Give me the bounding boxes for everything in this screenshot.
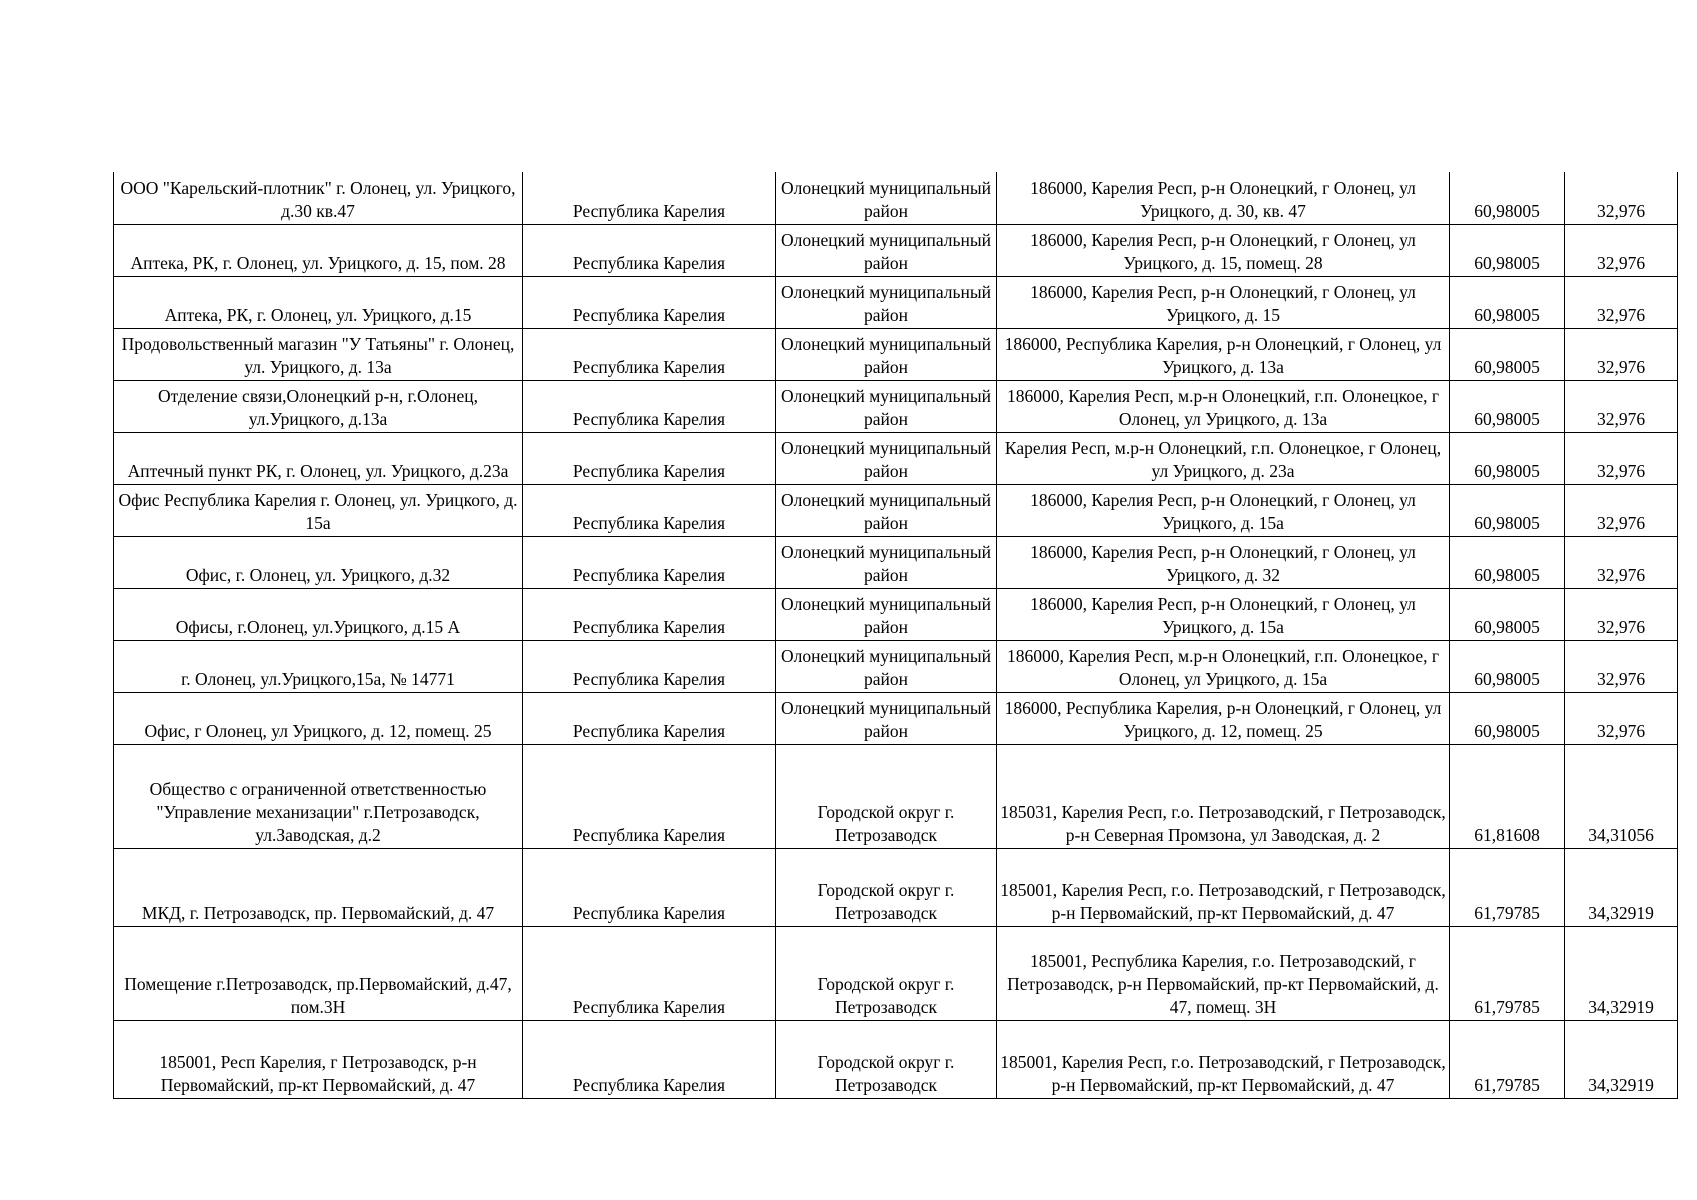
cell-latitude: 60,98005 <box>1450 172 1565 224</box>
cell-region: Республика Карелия <box>523 640 776 692</box>
table-row <box>114 484 1678 536</box>
cell-district: Олонецкий муниципальный район <box>776 536 997 588</box>
cell-name: Офисы, г.Олонец, ул.Урицкого, д.15 А <box>114 588 523 640</box>
cell-district: Олонецкий муниципальный район <box>776 640 997 692</box>
cell-longitude: 32,976 <box>1565 172 1678 224</box>
cell-address: Карелия Респ, м.р-н Олонецкий, г.п. Олонецкое, г Олонец, ул Урицкого, д. 23а <box>997 432 1450 484</box>
cell-longitude: 34,32919 <box>1565 848 1678 926</box>
cell-region: Республика Карелия <box>523 744 776 848</box>
cell-latitude: 61,79785 <box>1450 848 1565 926</box>
cell-latitude: 60,98005 <box>1450 328 1565 380</box>
cell-district: Олонецкий муниципальный район <box>776 328 997 380</box>
cell-name: Офис Республика Карелия г. Олонец, ул. Урицкого, д. 15а <box>114 484 523 536</box>
cell-address: 186000, Карелия Респ, м.р-н Олонецкий, г.п. Олонецкое, г Олонец, ул Урицкого, д. 15а <box>997 640 1450 692</box>
cell-longitude: 32,976 <box>1565 484 1678 536</box>
cell-longitude: 32,976 <box>1565 432 1678 484</box>
cell-name: Помещение г.Петрозаводск, пр.Первомайский, д.47, пом.3Н <box>114 926 523 1020</box>
cell-longitude: 32,976 <box>1565 328 1678 380</box>
cell-address: 186000, Карелия Респ, р-н Олонецкий, г Олонец, ул Урицкого, д. 15 <box>997 276 1450 328</box>
cell-longitude: 34,32919 <box>1565 1020 1678 1098</box>
cell-address: 186000, Карелия Респ, р-н Олонецкий, г Олонец, ул Урицкого, д. 15а <box>997 588 1450 640</box>
table-row <box>114 328 1678 380</box>
cell-name: Аптека, РК, г. Олонец, ул. Урицкого, д. 15, пом. 28 <box>114 224 523 276</box>
cell-latitude: 60,98005 <box>1450 640 1565 692</box>
cell-latitude: 60,98005 <box>1450 588 1565 640</box>
cell-longitude: 32,976 <box>1565 276 1678 328</box>
cell-name: Отделение связи,Олонецкий р-н, г.Олонец, ул.Урицкого, д.13а <box>114 380 523 432</box>
cell-name: 185001, Респ Карелия, г Петрозаводск, р-н Первомайский, пр-кт Первомайский, д. 47 <box>114 1020 523 1098</box>
cell-region: Республика Карелия <box>523 380 776 432</box>
cell-address: 186000, Республика Карелия, р-н Олонецкий, г Олонец, ул Урицкого, д. 13а <box>997 328 1450 380</box>
cell-latitude: 61,81608 <box>1450 744 1565 848</box>
cell-name: Общество с ограниченной ответственностью "Управление механизации" г.Петрозаводск, ул.Заводская, д.2 <box>114 744 523 848</box>
cell-region: Республика Карелия <box>523 484 776 536</box>
cell-name: ООО "Карельский-плотник" г. Олонец, ул. Урицкого, д.30 кв.47 <box>114 172 523 224</box>
table-row <box>114 276 1678 328</box>
cell-name: Офис, г. Олонец, ул. Урицкого, д.32 <box>114 536 523 588</box>
cell-longitude: 34,31056 <box>1565 744 1678 848</box>
registry-table-body <box>114 172 1678 1098</box>
cell-region: Республика Карелия <box>523 172 776 224</box>
table-row <box>114 224 1678 276</box>
cell-district: Олонецкий муниципальный район <box>776 224 997 276</box>
cell-region: Республика Карелия <box>523 926 776 1020</box>
cell-address: 185031, Карелия Респ, г.о. Петрозаводский, г Петрозаводск, р-н Северная Промзона, ул Заводская, д. 2 <box>997 744 1450 848</box>
cell-region: Республика Карелия <box>523 1020 776 1098</box>
cell-district: Олонецкий муниципальный район <box>776 432 997 484</box>
registry-table <box>113 172 1678 1099</box>
table-row <box>114 380 1678 432</box>
cell-district: Городской округ г. Петрозаводск <box>776 744 997 848</box>
cell-address: 186000, Карелия Респ, м.р-н Олонецкий, г.п. Олонецкое, г Олонец, ул Урицкого, д. 13а <box>997 380 1450 432</box>
cell-region: Республика Карелия <box>523 224 776 276</box>
cell-name: Аптечный пункт РК, г. Олонец, ул. Урицкого, д.23а <box>114 432 523 484</box>
table-row <box>114 640 1678 692</box>
table-row <box>114 536 1678 588</box>
table-row <box>114 1020 1678 1098</box>
table-row <box>114 744 1678 848</box>
cell-longitude: 32,976 <box>1565 224 1678 276</box>
cell-district: Олонецкий муниципальный район <box>776 692 997 744</box>
cell-name: г. Олонец, ул.Урицкого,15а, № 14771 <box>114 640 523 692</box>
cell-latitude: 61,79785 <box>1450 926 1565 1020</box>
cell-region: Республика Карелия <box>523 432 776 484</box>
cell-address: 185001, Карелия Респ, г.о. Петрозаводский, г Петрозаводск, р-н Первомайский, пр-кт Первомайский, д. 47 <box>997 1020 1450 1098</box>
cell-longitude: 34,32919 <box>1565 926 1678 1020</box>
cell-latitude: 60,98005 <box>1450 536 1565 588</box>
cell-latitude: 60,98005 <box>1450 484 1565 536</box>
cell-district: Городской округ г. Петрозаводск <box>776 848 997 926</box>
cell-name: Аптека, РК, г. Олонец, ул. Урицкого, д.15 <box>114 276 523 328</box>
cell-name: МКД, г. Петрозаводск, пр. Первомайский, д. 47 <box>114 848 523 926</box>
cell-longitude: 32,976 <box>1565 640 1678 692</box>
cell-latitude: 61,79785 <box>1450 1020 1565 1098</box>
cell-longitude: 32,976 <box>1565 588 1678 640</box>
cell-latitude: 60,98005 <box>1450 224 1565 276</box>
cell-region: Республика Карелия <box>523 848 776 926</box>
cell-address: 186000, Карелия Респ, р-н Олонецкий, г Олонец, ул Урицкого, д. 32 <box>997 536 1450 588</box>
table-row <box>114 588 1678 640</box>
cell-address: 185001, Карелия Респ, г.о. Петрозаводский, г Петрозаводск, р-н Первомайский, пр-кт Первомайский, д. 47 <box>997 848 1450 926</box>
cell-region: Республика Карелия <box>523 692 776 744</box>
cell-address: 186000, Карелия Респ, р-н Олонецкий, г Олонец, ул Урицкого, д. 15а <box>997 484 1450 536</box>
cell-longitude: 32,976 <box>1565 536 1678 588</box>
cell-address: 186000, Республика Карелия, р-н Олонецкий, г Олонец, ул Урицкого, д. 12, помещ. 25 <box>997 692 1450 744</box>
table-row <box>114 926 1678 1020</box>
cell-district: Олонецкий муниципальный район <box>776 380 997 432</box>
cell-region: Республика Карелия <box>523 276 776 328</box>
cell-district: Олонецкий муниципальный район <box>776 588 997 640</box>
cell-district: Городской округ г. Петрозаводск <box>776 1020 997 1098</box>
cell-name: Офис, г Олонец, ул Урицкого, д. 12, помещ. 25 <box>114 692 523 744</box>
table-row <box>114 432 1678 484</box>
cell-longitude: 32,976 <box>1565 692 1678 744</box>
table-row <box>114 848 1678 926</box>
cell-district: Олонецкий муниципальный район <box>776 484 997 536</box>
table-row <box>114 692 1678 744</box>
cell-region: Республика Карелия <box>523 588 776 640</box>
cell-name: Продовольственный магазин "У Татьяны" г. Олонец, ул. Урицкого, д. 13а <box>114 328 523 380</box>
cell-district: Городской округ г. Петрозаводск <box>776 926 997 1020</box>
cell-address: 186000, Карелия Респ, р-н Олонецкий, г Олонец, ул Урицкого, д. 30, кв. 47 <box>997 172 1450 224</box>
cell-region: Республика Карелия <box>523 328 776 380</box>
cell-district: Олонецкий муниципальный район <box>776 172 997 224</box>
cell-address: 186000, Карелия Респ, р-н Олонецкий, г Олонец, ул Урицкого, д. 15, помещ. 28 <box>997 224 1450 276</box>
cell-region: Республика Карелия <box>523 536 776 588</box>
cell-latitude: 60,98005 <box>1450 276 1565 328</box>
cell-address: 185001, Республика Карелия, г.о. Петрозаводский, г Петрозаводск, р-н Первомайский, пр-кт Первомайский, д. 47, помещ. 3Н <box>997 926 1450 1020</box>
table-row <box>114 172 1678 224</box>
cell-latitude: 60,98005 <box>1450 380 1565 432</box>
cell-longitude: 32,976 <box>1565 380 1678 432</box>
cell-latitude: 60,98005 <box>1450 692 1565 744</box>
cell-district: Олонецкий муниципальный район <box>776 276 997 328</box>
cell-latitude: 60,98005 <box>1450 432 1565 484</box>
